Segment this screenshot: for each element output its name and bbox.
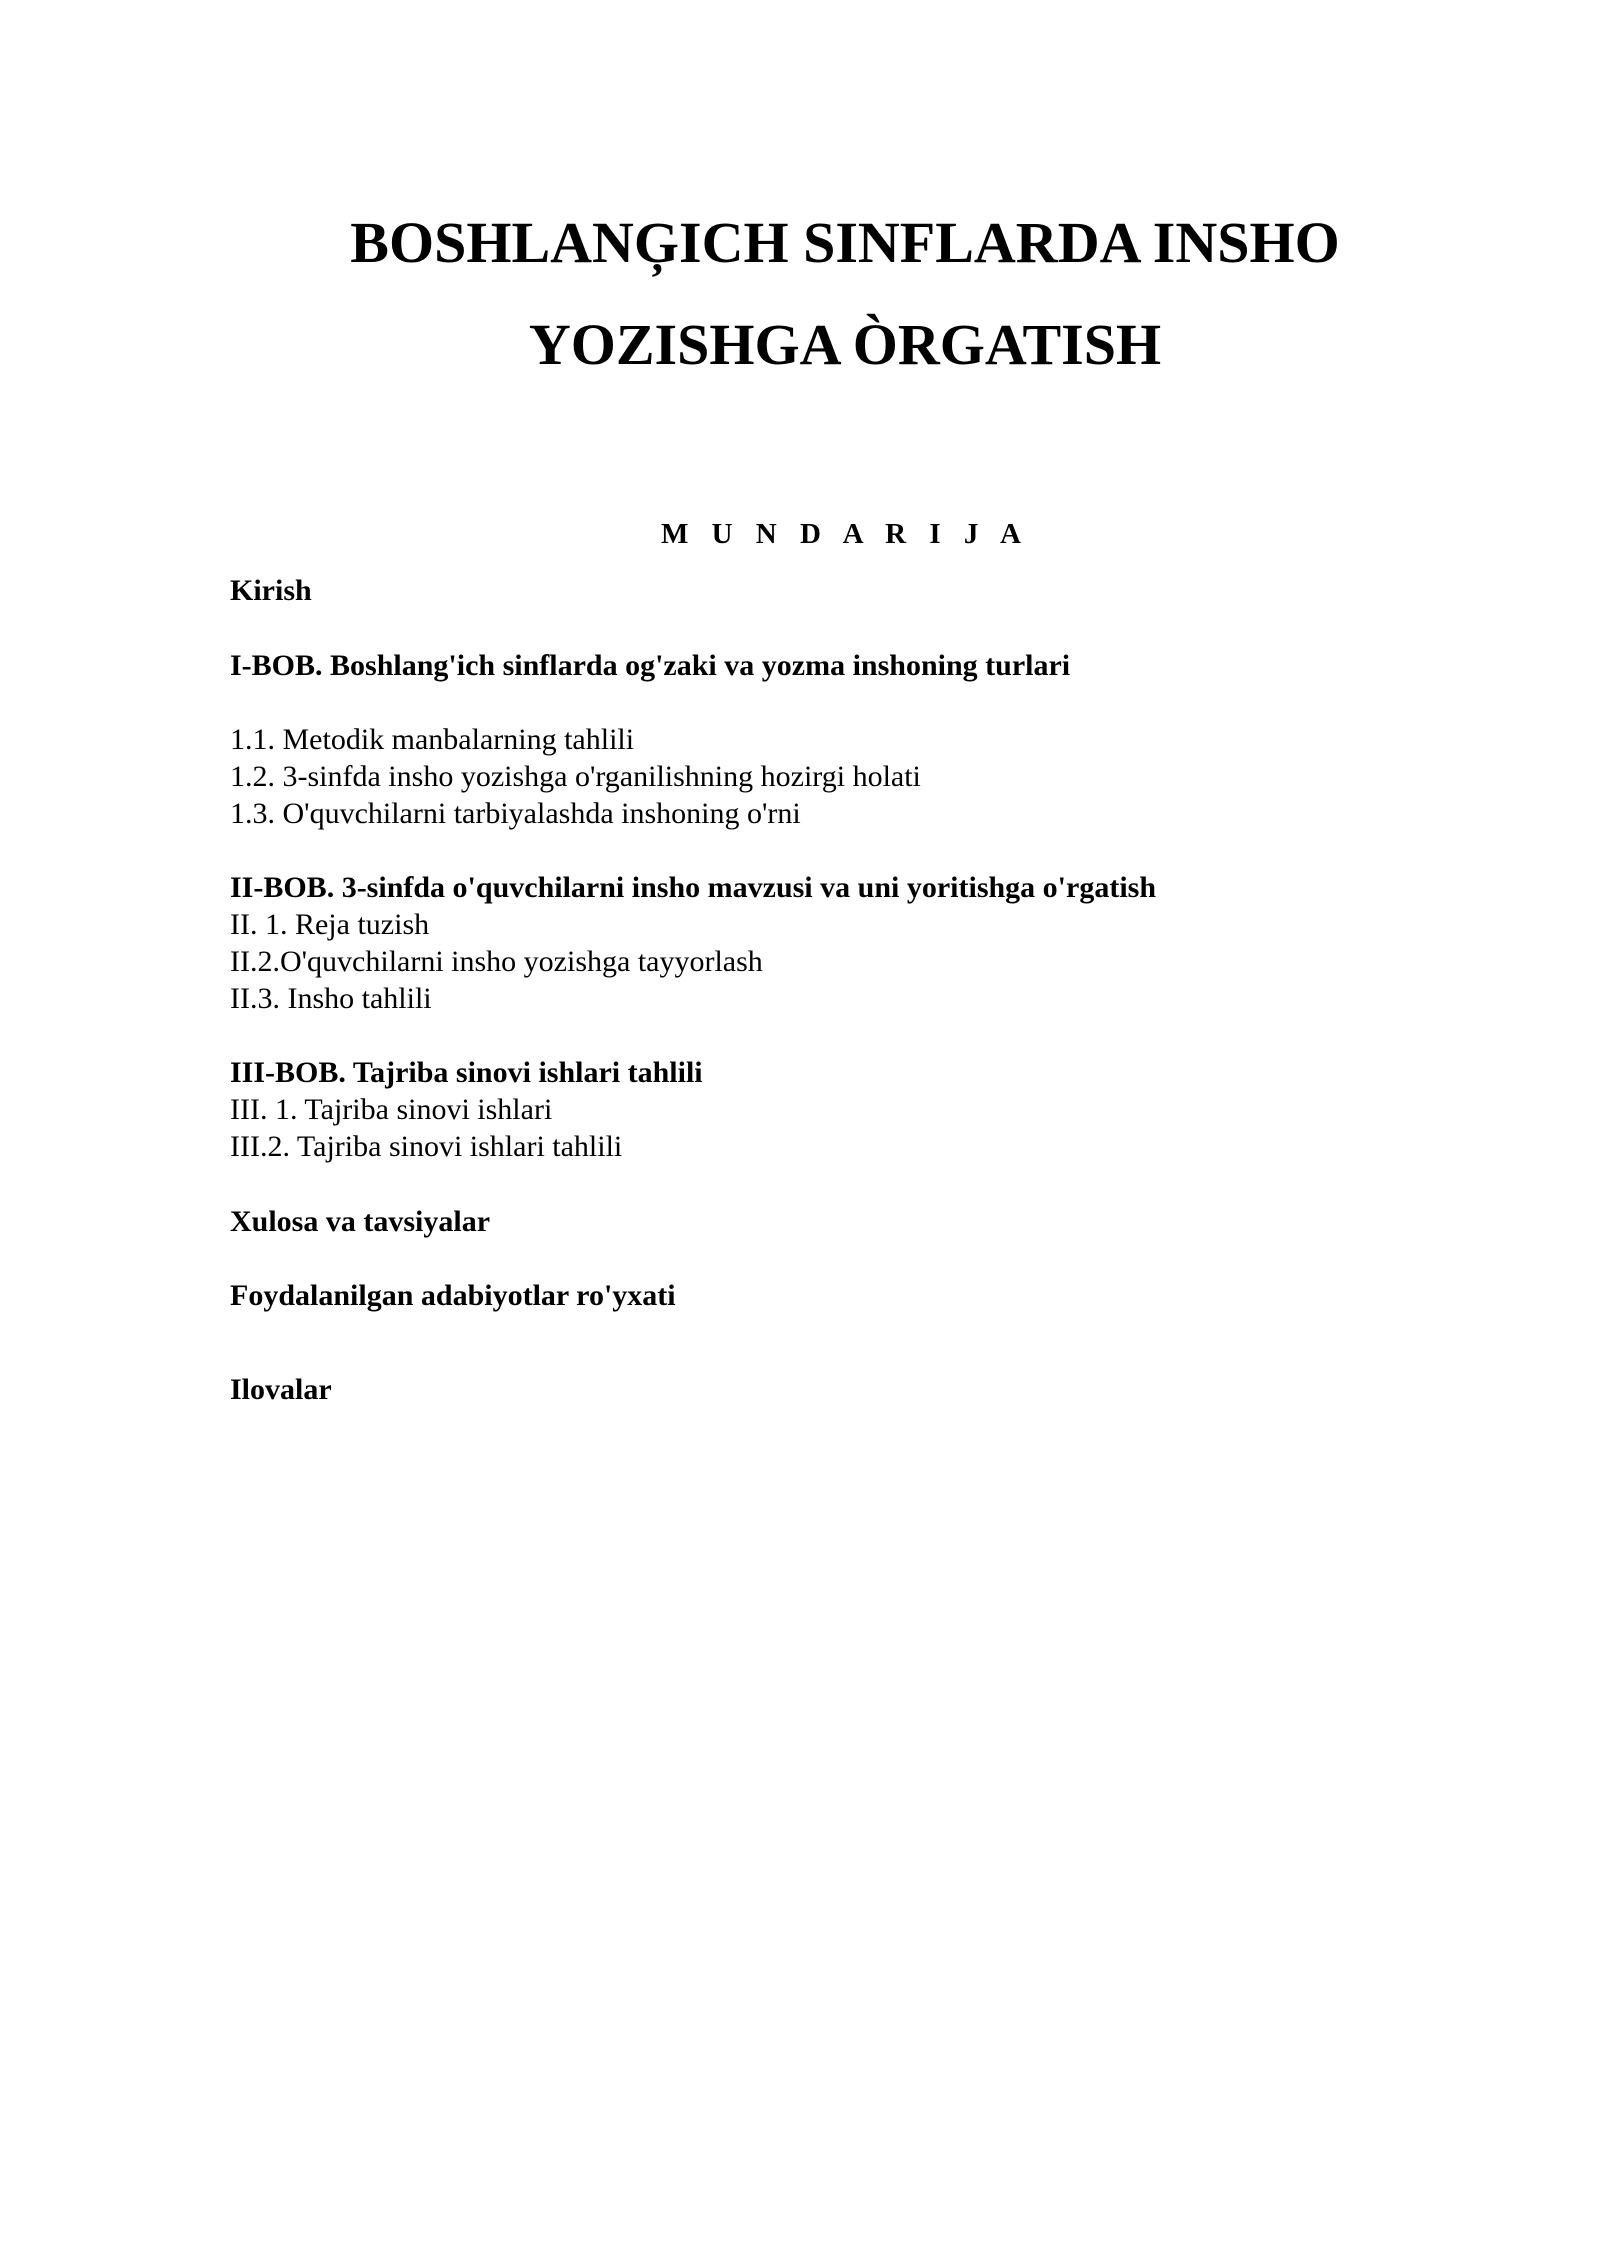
toc-chapter-2-item: II.2.O'quvchilarni insho yozishga tayyorlash [230, 945, 763, 978]
toc-chapter-2-item: II.3. Insho tahlili [230, 982, 432, 1015]
toc-conclusion: Xulosa va tavsiyalar [230, 1205, 491, 1238]
toc-chapter-2-item: II. 1. Reja tuzish [230, 908, 430, 941]
toc-chapter-1-item: 1.1. Metodik manbalarning tahlili [230, 723, 635, 756]
toc-chapter-3-item: III.2. Tajriba sinovi ishlari tahlili [230, 1130, 623, 1163]
document-title-line-2: YOZISHGA ÒRGATISH [528, 312, 1162, 377]
toc-chapter-2-title: II-BOB. 3-sinfda o'quvchilarni insho mavzusi va uni yoritishga o'rgatish [230, 871, 1157, 904]
toc-references: Foydalanilgan adabiyotlar ro'yxati [230, 1279, 676, 1312]
document-title-line-1: BOSHLANĢICH SINFLARDA INSHO [350, 210, 1340, 275]
toc-chapter-1-title: I-BOB. Boshlang'ich sinflarda og'zaki va yozma inshoning turlari [230, 649, 1071, 682]
toc-chapter-1-item: 1.2. 3-sinfda insho yozishga o'rganilishning hozirgi holati [230, 760, 921, 793]
toc-chapter-3-item: III. 1. Tajriba sinovi ishlari [230, 1093, 553, 1126]
toc-chapter-3-title: III-BOB. Tajriba sinovi ishlari tahlili [230, 1056, 703, 1089]
toc-intro: Kirish [230, 574, 312, 607]
toc-heading: M U N D A R I J A [660, 518, 1029, 550]
toc-chapter-1-item: 1.3. O'quvchilarni tarbiyalashda inshoning o'rni [230, 797, 801, 830]
toc-appendices: Ilovalar [230, 1373, 332, 1406]
